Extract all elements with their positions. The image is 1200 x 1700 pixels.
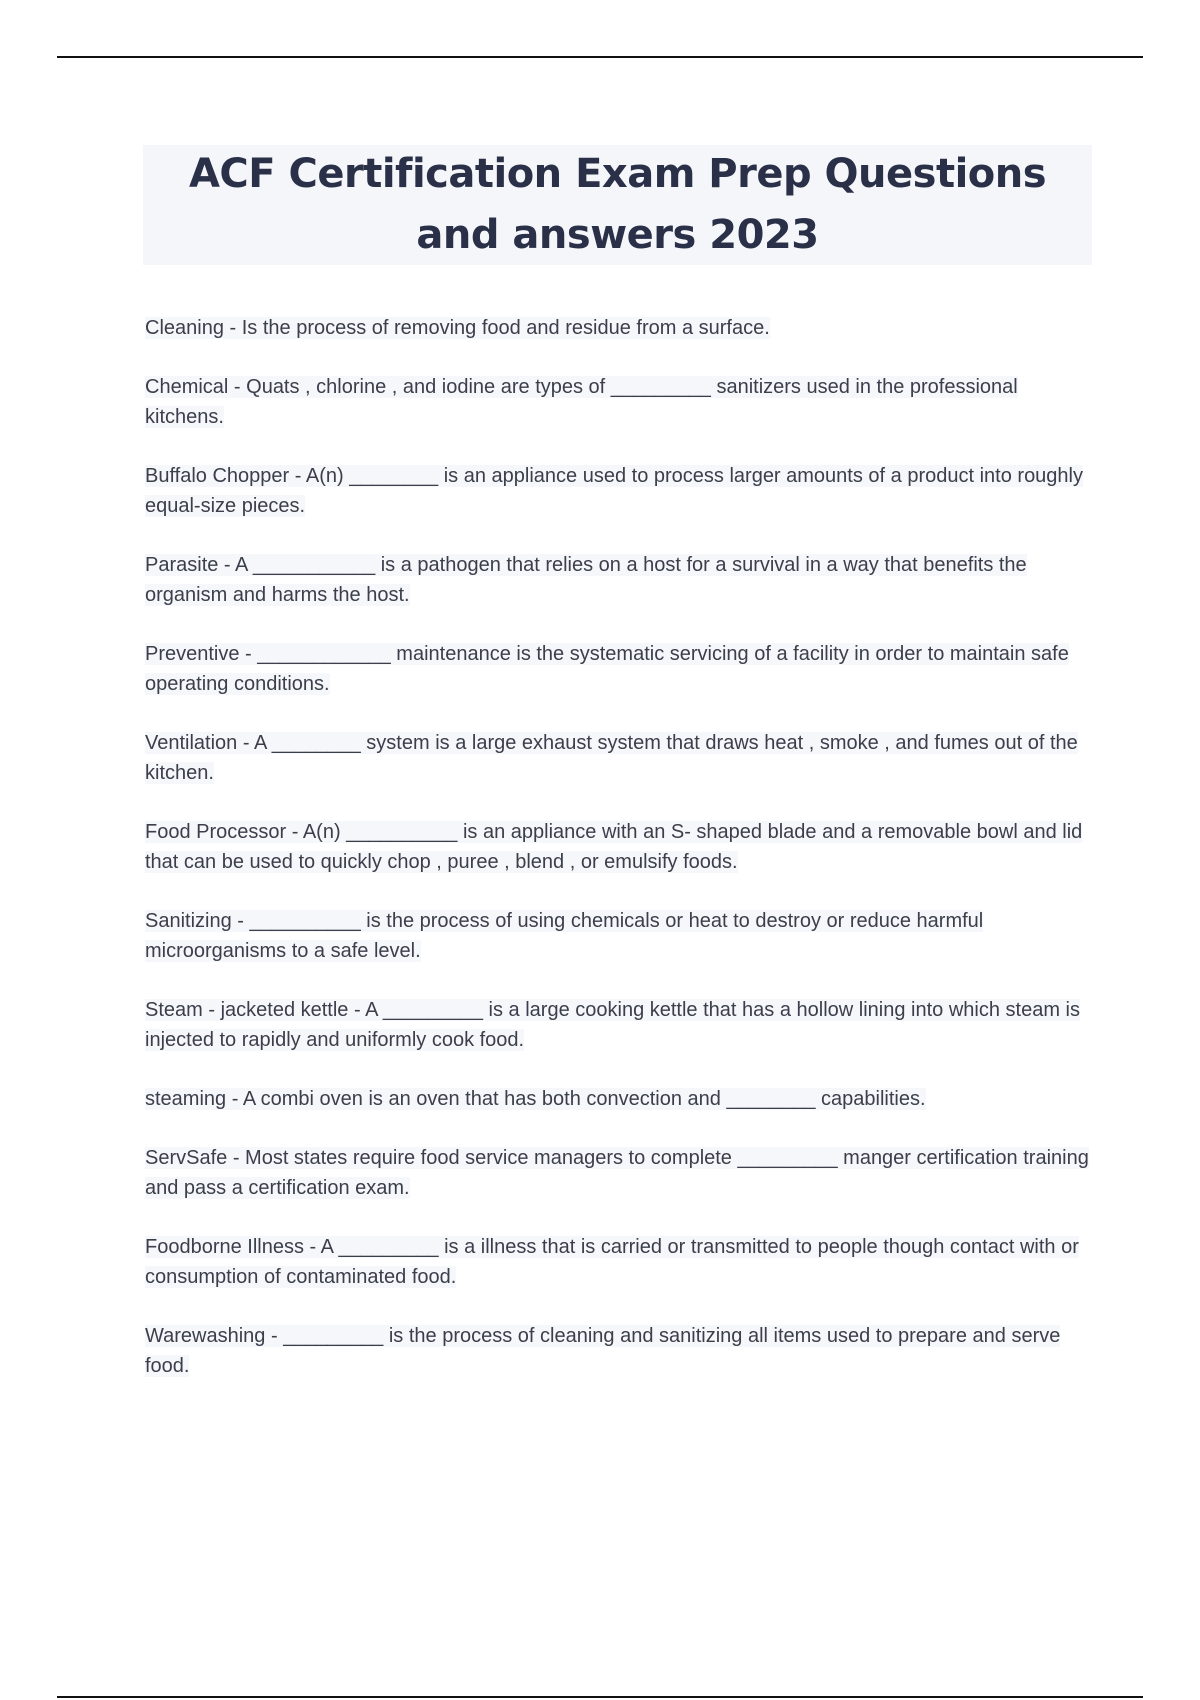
qa-item xyxy=(145,461,1092,521)
qa-item-text: steaming - A combi oven is an oven that has both convection and ________ capabilities. xyxy=(145,1088,926,1110)
qa-item-text: Cleaning - Is the process of removing food and residue from a surface. xyxy=(145,317,770,339)
title-banner xyxy=(143,145,1092,265)
qa-item xyxy=(145,1232,1092,1292)
qa-item xyxy=(145,639,1092,699)
qa-item-text: Parasite - A ___________ is a pathogen that relies on a host for a survival in a way that benefits the organism and harms the host. xyxy=(145,554,1027,606)
qa-item xyxy=(145,728,1092,788)
qa-item xyxy=(145,1321,1092,1381)
document-title: ACF Certification Exam Prep Questions and answers 2023 xyxy=(188,151,1047,258)
qa-item-text: Warewashing - _________ is the process of cleaning and sanitizing all items used to prepare and serve food. xyxy=(145,1325,1061,1377)
qa-item xyxy=(145,1084,1092,1114)
qa-item xyxy=(145,372,1092,432)
qa-item-text: Steam - jacketed kettle - A _________ is a large cooking kettle that has a hollow lining into which steam is injected to rapidly and uniformly cook food. xyxy=(145,999,1080,1051)
top-rule xyxy=(57,56,1143,58)
qa-item-text: Foodborne Illness - A _________ is a illness that is carried or transmitted to people though contact with or consumption of contaminated food. xyxy=(145,1236,1079,1288)
qa-item xyxy=(145,550,1092,610)
qa-item-text: Food Processor - A(n) __________ is an appliance with an S- shaped blade and a removable bowl and lid that can be used to quickly chop , puree , blend , or emulsify foods. xyxy=(145,821,1083,873)
qa-item xyxy=(145,1143,1092,1203)
qa-item-text: ServSafe - Most states require food service managers to complete _________ manger certification training and pass a certification exam. xyxy=(145,1147,1089,1199)
qa-item xyxy=(145,313,1092,343)
qa-item-text: Chemical - Quats , chlorine , and iodine are types of _________ sanitizers used in the professional kitchens. xyxy=(145,376,1018,428)
qa-item xyxy=(145,906,1092,966)
qa-item-text: Ventilation - A ________ system is a large exhaust system that draws heat , smoke , and fumes out of the kitchen. xyxy=(145,732,1078,784)
qa-list xyxy=(145,313,1092,1410)
qa-item-text: Buffalo Chopper - A(n) ________ is an appliance used to process larger amounts of a product into roughly equal-size pieces. xyxy=(145,465,1083,517)
qa-item-text: Preventive - ____________ maintenance is the systematic servicing of a facility in order to maintain safe operating conditions. xyxy=(145,643,1069,695)
qa-item-text: Sanitizing - __________ is the process of using chemicals or heat to destroy or reduce harmful microorganisms to a safe level. xyxy=(145,910,984,962)
qa-item xyxy=(145,817,1092,877)
qa-item xyxy=(145,995,1092,1055)
bottom-rule xyxy=(57,1696,1143,1698)
